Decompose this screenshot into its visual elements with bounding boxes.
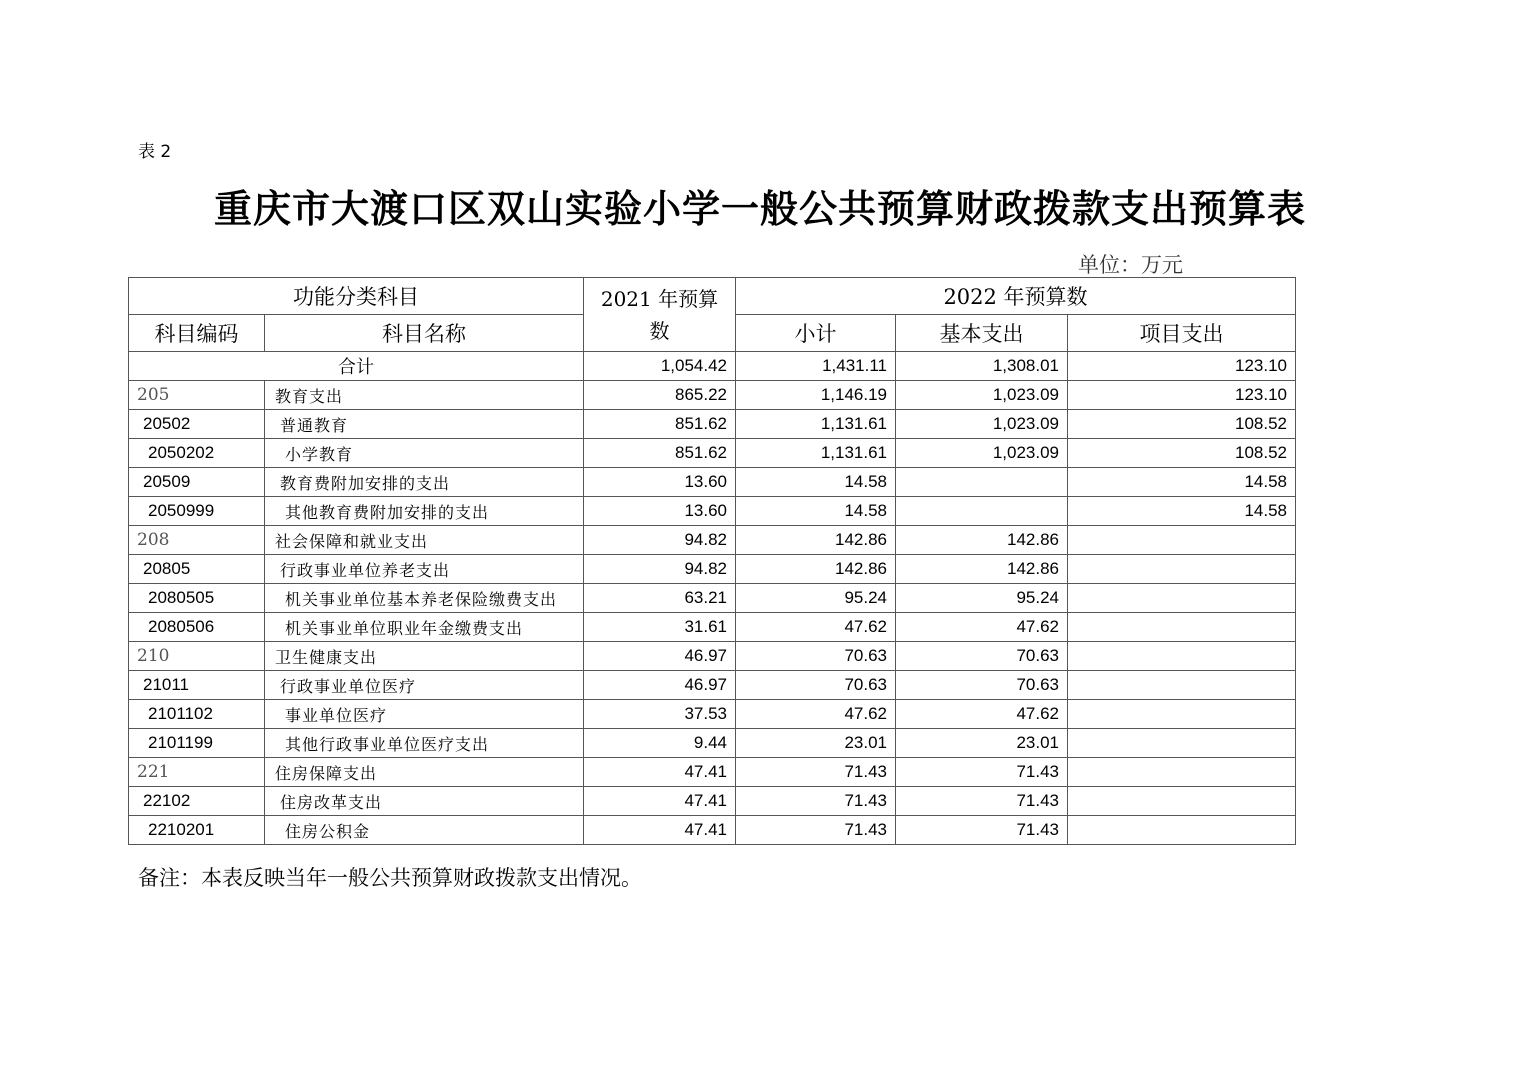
row-basic: 71.43 [896, 758, 1068, 787]
row-subtotal: 47.62 [736, 613, 896, 642]
row-subtotal: 142.86 [736, 555, 896, 584]
header-name: 科目名称 [265, 315, 584, 352]
table-row [129, 671, 1296, 700]
header-project: 项目支出 [1068, 315, 1296, 352]
row-name: 普通教育 [265, 410, 584, 439]
budget-table [128, 277, 1296, 845]
row-name: 机关事业单位基本养老保险缴费支出 [265, 584, 584, 613]
row-code: 2080505 [129, 584, 265, 613]
header-subtotal: 小计 [736, 315, 896, 352]
row-code: 2101199 [129, 729, 265, 758]
table-row [129, 555, 1296, 584]
header-budget-2022: 2022 年预算数 [736, 278, 1296, 315]
row-name: 卫生健康支出 [265, 642, 584, 671]
row-2021: 851.62 [584, 410, 736, 439]
header-budget-2021: 2021 年预算数 [584, 278, 736, 352]
total-2021: 1,054.42 [584, 352, 736, 381]
row-2021: 46.97 [584, 642, 736, 671]
row-name: 教育费附加安排的支出 [265, 468, 584, 497]
row-subtotal: 71.43 [736, 816, 896, 845]
row-name: 事业单位医疗 [265, 700, 584, 729]
row-code: 20509 [129, 468, 265, 497]
table-row [129, 613, 1296, 642]
total-label: 合计 [129, 352, 584, 381]
header-basic: 基本支出 [896, 315, 1068, 352]
row-project [1068, 700, 1296, 729]
row-basic: 23.01 [896, 729, 1068, 758]
row-name: 住房改革支出 [265, 787, 584, 816]
table-row [129, 410, 1296, 439]
row-project [1068, 816, 1296, 845]
row-subtotal: 95.24 [736, 584, 896, 613]
row-code: 21011 [129, 671, 265, 700]
row-name: 机关事业单位职业年金缴费支出 [265, 613, 584, 642]
row-2021: 13.60 [584, 468, 736, 497]
row-code: 22102 [129, 787, 265, 816]
row-2021: 94.82 [584, 555, 736, 584]
row-project [1068, 729, 1296, 758]
row-project: 108.52 [1068, 439, 1296, 468]
row-2021: 851.62 [584, 439, 736, 468]
row-code: 208 [129, 526, 265, 555]
row-project [1068, 584, 1296, 613]
row-basic: 142.86 [896, 526, 1068, 555]
row-project [1068, 642, 1296, 671]
row-basic: 71.43 [896, 787, 1068, 816]
row-2021: 63.21 [584, 584, 736, 613]
page-title: 重庆市大渡口区双山实验小学一般公共预算财政拨款支出预算表 [213, 187, 1306, 231]
table-row [129, 758, 1296, 787]
row-basic: 70.63 [896, 671, 1068, 700]
row-code: 20805 [129, 555, 265, 584]
row-subtotal: 71.43 [736, 758, 896, 787]
row-code: 210 [129, 642, 265, 671]
row-2021: 37.53 [584, 700, 736, 729]
total-subtotal: 1,431.11 [736, 352, 896, 381]
row-code: 2101102 [129, 700, 265, 729]
header-func-category: 功能分类科目 [129, 278, 584, 315]
table-row [129, 468, 1296, 497]
row-project: 14.58 [1068, 468, 1296, 497]
row-code: 20502 [129, 410, 265, 439]
row-basic [896, 468, 1068, 497]
row-basic: 47.62 [896, 613, 1068, 642]
row-name: 行政事业单位养老支出 [265, 555, 584, 584]
header-code: 科目编码 [129, 315, 265, 352]
row-project [1068, 555, 1296, 584]
row-code: 221 [129, 758, 265, 787]
row-name: 住房保障支出 [265, 758, 584, 787]
row-project [1068, 787, 1296, 816]
total-row [129, 352, 1296, 381]
row-subtotal: 1,131.61 [736, 439, 896, 468]
row-subtotal: 14.58 [736, 497, 896, 526]
row-basic: 70.63 [896, 642, 1068, 671]
row-basic [896, 497, 1068, 526]
row-2021: 47.41 [584, 758, 736, 787]
table-row [129, 439, 1296, 468]
row-subtotal: 47.62 [736, 700, 896, 729]
row-basic: 142.86 [896, 555, 1068, 584]
row-subtotal: 70.63 [736, 642, 896, 671]
row-subtotal: 142.86 [736, 526, 896, 555]
row-subtotal: 70.63 [736, 671, 896, 700]
total-basic: 1,308.01 [896, 352, 1068, 381]
row-code: 2050202 [129, 439, 265, 468]
table-row [129, 497, 1296, 526]
row-name: 小学教育 [265, 439, 584, 468]
row-subtotal: 23.01 [736, 729, 896, 758]
row-project [1068, 758, 1296, 787]
row-subtotal: 71.43 [736, 787, 896, 816]
row-basic: 71.43 [896, 816, 1068, 845]
row-name: 行政事业单位医疗 [265, 671, 584, 700]
row-basic: 1,023.09 [896, 410, 1068, 439]
table-row [129, 729, 1296, 758]
row-project: 123.10 [1068, 381, 1296, 410]
row-name: 教育支出 [265, 381, 584, 410]
total-project: 123.10 [1068, 352, 1296, 381]
row-project [1068, 613, 1296, 642]
table-row [129, 584, 1296, 613]
row-code: 205 [129, 381, 265, 410]
row-2021: 865.22 [584, 381, 736, 410]
unit-label: 单位：万元 [1078, 253, 1183, 277]
row-project: 108.52 [1068, 410, 1296, 439]
row-code: 2080506 [129, 613, 265, 642]
row-2021: 46.97 [584, 671, 736, 700]
row-2021: 47.41 [584, 816, 736, 845]
row-2021: 47.41 [584, 787, 736, 816]
table-row [129, 816, 1296, 845]
row-name: 社会保障和就业支出 [265, 526, 584, 555]
row-project [1068, 671, 1296, 700]
row-name: 住房公积金 [265, 816, 584, 845]
table-row [129, 700, 1296, 729]
row-basic: 95.24 [896, 584, 1068, 613]
row-subtotal: 14.58 [736, 468, 896, 497]
row-2021: 13.60 [584, 497, 736, 526]
row-project [1068, 526, 1296, 555]
table-number-label: 表 2 [138, 142, 172, 162]
row-code: 2210201 [129, 816, 265, 845]
row-project: 14.58 [1068, 497, 1296, 526]
footnote: 备注：本表反映当年一般公共预算财政拨款支出情况。 [138, 866, 642, 890]
row-2021: 9.44 [584, 729, 736, 758]
row-2021: 94.82 [584, 526, 736, 555]
table-row [129, 381, 1296, 410]
table-row [129, 526, 1296, 555]
row-code: 2050999 [129, 497, 265, 526]
row-basic: 1,023.09 [896, 439, 1068, 468]
table-row [129, 642, 1296, 671]
row-basic: 1,023.09 [896, 381, 1068, 410]
row-name: 其他行政事业单位医疗支出 [265, 729, 584, 758]
row-2021: 31.61 [584, 613, 736, 642]
row-basic: 47.62 [896, 700, 1068, 729]
row-subtotal: 1,131.61 [736, 410, 896, 439]
table-row [129, 787, 1296, 816]
row-subtotal: 1,146.19 [736, 381, 896, 410]
row-name: 其他教育费附加安排的支出 [265, 497, 584, 526]
